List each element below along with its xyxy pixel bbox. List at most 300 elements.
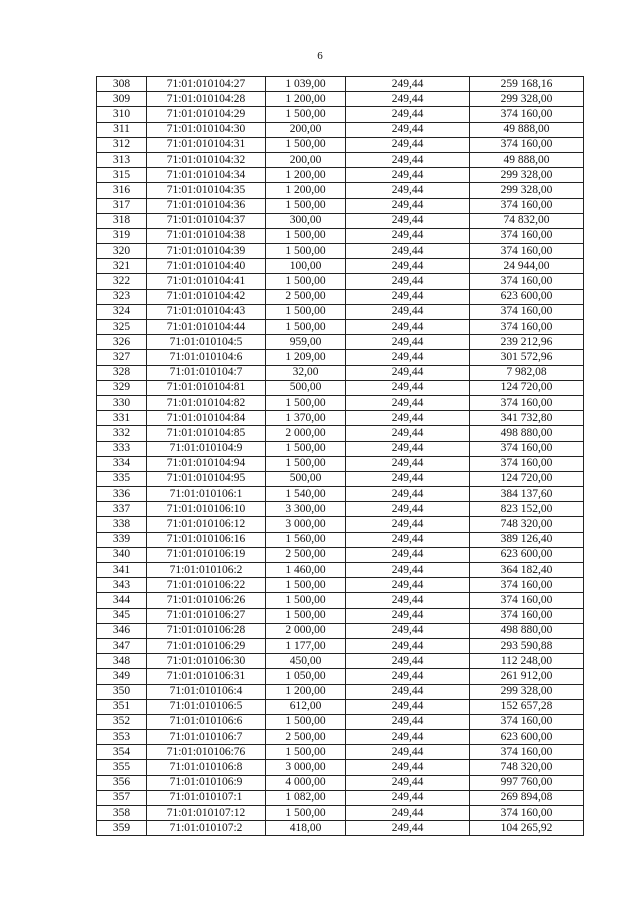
table-row [97,92,584,107]
rate-cell: 249,44 [346,426,470,441]
table-row [97,213,584,228]
value-cell: 7 982,08 [470,365,584,380]
area-cell: 500,00 [266,380,346,395]
value-cell: 374 160,00 [470,320,584,335]
value-cell: 74 832,00 [470,213,584,228]
value-cell: 152 657,28 [470,699,584,714]
row-number-cell: 351 [97,699,147,714]
row-number-cell: 316 [97,183,147,198]
cadastral-number-cell: 71:01:010106:2 [147,563,266,578]
cadastral-number-cell: 71:01:010104:7 [147,365,266,380]
value-cell: 374 160,00 [470,745,584,760]
rate-cell: 249,44 [346,623,470,638]
rate-cell: 249,44 [346,335,470,350]
cadastral-number-cell: 71:01:010106:31 [147,669,266,684]
value-cell: 374 160,00 [470,137,584,152]
table-row [97,471,584,486]
cadastral-number-cell: 71:01:010104:39 [147,244,266,259]
table-row [97,137,584,152]
row-number-cell: 337 [97,502,147,517]
value-cell: 374 160,00 [470,593,584,608]
table-row [97,654,584,669]
value-cell: 299 328,00 [470,684,584,699]
cadastral-number-cell: 71:01:010107:1 [147,790,266,805]
table-row [97,699,584,714]
table-row [97,790,584,805]
rate-cell: 249,44 [346,92,470,107]
table-row [97,304,584,319]
rate-cell: 249,44 [346,456,470,471]
area-cell: 1 460,00 [266,563,346,578]
area-cell: 1 500,00 [266,274,346,289]
area-cell: 1 500,00 [266,456,346,471]
row-number-cell: 308 [97,77,147,92]
area-cell: 500,00 [266,471,346,486]
area-cell: 1 500,00 [266,441,346,456]
rate-cell: 249,44 [346,228,470,243]
table-row [97,487,584,502]
row-number-cell: 331 [97,411,147,426]
table-row [97,289,584,304]
area-cell: 1 050,00 [266,669,346,684]
cadastral-number-cell: 71:01:010104:37 [147,213,266,228]
row-number-cell: 355 [97,760,147,775]
value-cell: 239 212,96 [470,335,584,350]
row-number-cell: 343 [97,578,147,593]
value-cell: 623 600,00 [470,730,584,745]
cadastral-number-cell: 71:01:010107:12 [147,806,266,821]
row-number-cell: 310 [97,107,147,122]
value-cell: 104 265,92 [470,821,584,836]
table-row [97,730,584,745]
table-row [97,168,584,183]
value-cell: 623 600,00 [470,547,584,562]
value-cell: 299 328,00 [470,168,584,183]
table-row [97,183,584,198]
row-number-cell: 318 [97,213,147,228]
area-cell: 450,00 [266,654,346,669]
cadastral-number-cell: 71:01:010104:30 [147,122,266,137]
area-cell: 1 082,00 [266,790,346,805]
row-number-cell: 339 [97,532,147,547]
rate-cell: 249,44 [346,320,470,335]
table-row [97,228,584,243]
row-number-cell: 312 [97,137,147,152]
rate-cell: 249,44 [346,669,470,684]
value-cell: 997 760,00 [470,775,584,790]
cadastral-number-cell: 71:01:010106:22 [147,578,266,593]
table-row [97,259,584,274]
rate-cell: 249,44 [346,259,470,274]
row-number-cell: 346 [97,623,147,638]
rate-cell: 249,44 [346,122,470,137]
rate-cell: 249,44 [346,760,470,775]
row-number-cell: 321 [97,259,147,274]
value-cell: 374 160,00 [470,608,584,623]
area-cell: 2 000,00 [266,426,346,441]
area-cell: 1 500,00 [266,593,346,608]
table-row [97,502,584,517]
cadastral-number-cell: 71:01:010106:10 [147,502,266,517]
area-cell: 1 500,00 [266,198,346,213]
row-number-cell: 345 [97,608,147,623]
table-row [97,380,584,395]
row-number-cell: 336 [97,487,147,502]
value-cell: 374 160,00 [470,198,584,213]
rate-cell: 249,44 [346,380,470,395]
table-row [97,198,584,213]
rate-cell: 249,44 [346,563,470,578]
value-cell: 374 160,00 [470,441,584,456]
cadastral-number-cell: 71:01:010104:35 [147,183,266,198]
row-number-cell: 340 [97,547,147,562]
rate-cell: 249,44 [346,578,470,593]
row-number-cell: 328 [97,365,147,380]
cadastral-number-cell: 71:01:010104:85 [147,426,266,441]
page-number: 6 [317,50,323,62]
cadastral-number-cell: 71:01:010104:31 [147,137,266,152]
area-cell: 2 500,00 [266,730,346,745]
cadastral-number-cell: 71:01:010106:30 [147,654,266,669]
row-number-cell: 356 [97,775,147,790]
value-cell: 49 888,00 [470,122,584,137]
cadastral-number-cell: 71:01:010104:84 [147,411,266,426]
cadastral-number-cell: 71:01:010106:19 [147,547,266,562]
table-row [97,456,584,471]
area-cell: 1 200,00 [266,168,346,183]
row-number-cell: 357 [97,790,147,805]
value-cell: 384 137,60 [470,487,584,502]
row-number-cell: 323 [97,289,147,304]
rate-cell: 249,44 [346,806,470,821]
area-cell: 959,00 [266,335,346,350]
row-number-cell: 320 [97,244,147,259]
rate-cell: 249,44 [346,745,470,760]
table-row [97,122,584,137]
cadastral-number-cell: 71:01:010106:28 [147,623,266,638]
row-number-cell: 353 [97,730,147,745]
value-cell: 374 160,00 [470,274,584,289]
table-row [97,806,584,821]
row-number-cell: 335 [97,471,147,486]
cadastral-number-cell: 71:01:010106:12 [147,517,266,532]
value-cell: 748 320,00 [470,517,584,532]
cadastral-number-cell: 71:01:010106:16 [147,532,266,547]
value-cell: 374 160,00 [470,228,584,243]
cadastral-number-cell: 71:01:010106:1 [147,487,266,502]
table-row [97,638,584,653]
table-row [97,152,584,167]
row-number-cell: 352 [97,714,147,729]
value-cell: 374 160,00 [470,456,584,471]
rate-cell: 249,44 [346,289,470,304]
value-cell: 374 160,00 [470,107,584,122]
value-cell: 823 152,00 [470,502,584,517]
cadastral-number-cell: 71:01:010106:76 [147,745,266,760]
table-row [97,335,584,350]
rate-cell: 249,44 [346,137,470,152]
value-cell: 269 894,08 [470,790,584,805]
rate-cell: 249,44 [346,168,470,183]
rate-cell: 249,44 [346,350,470,365]
rate-cell: 249,44 [346,77,470,92]
value-cell: 364 182,40 [470,563,584,578]
rate-cell: 249,44 [346,304,470,319]
value-cell: 498 880,00 [470,623,584,638]
value-cell: 124 720,00 [470,380,584,395]
rate-cell: 249,44 [346,365,470,380]
rate-cell: 249,44 [346,152,470,167]
rate-cell: 249,44 [346,487,470,502]
value-cell: 341 732,80 [470,411,584,426]
table-row [97,593,584,608]
area-cell: 3 000,00 [266,517,346,532]
row-number-cell: 344 [97,593,147,608]
table-row [97,441,584,456]
row-number-cell: 319 [97,228,147,243]
area-cell: 4 000,00 [266,775,346,790]
value-cell: 389 126,40 [470,532,584,547]
rate-cell: 249,44 [346,790,470,805]
rate-cell: 249,44 [346,684,470,699]
table-row [97,745,584,760]
cadastral-number-cell: 71:01:010104:27 [147,77,266,92]
rate-cell: 249,44 [346,714,470,729]
rate-cell: 249,44 [346,821,470,836]
table-row [97,77,584,92]
area-cell: 1 500,00 [266,228,346,243]
row-number-cell: 333 [97,441,147,456]
table-row [97,532,584,547]
table-row [97,578,584,593]
area-cell: 1 500,00 [266,714,346,729]
cadastral-number-cell: 71:01:010106:7 [147,730,266,745]
cadastral-number-cell: 71:01:010104:5 [147,335,266,350]
value-cell: 299 328,00 [470,183,584,198]
rate-cell: 249,44 [346,274,470,289]
area-cell: 1 209,00 [266,350,346,365]
row-number-cell: 324 [97,304,147,319]
rate-cell: 249,44 [346,532,470,547]
cadastral-number-cell: 71:01:010104:43 [147,304,266,319]
value-cell: 498 880,00 [470,426,584,441]
area-cell: 1 540,00 [266,487,346,502]
row-number-cell: 315 [97,168,147,183]
rate-cell: 249,44 [346,411,470,426]
value-cell: 293 590,88 [470,638,584,653]
area-cell: 2 500,00 [266,289,346,304]
row-number-cell: 358 [97,806,147,821]
cadastral-number-cell: 71:01:010104:42 [147,289,266,304]
value-cell: 748 320,00 [470,760,584,775]
table-body [97,77,584,836]
rate-cell: 249,44 [346,183,470,198]
table-row [97,547,584,562]
area-cell: 1 177,00 [266,638,346,653]
row-number-cell: 359 [97,821,147,836]
table-row [97,684,584,699]
cadastral-number-cell: 71:01:010106:9 [147,775,266,790]
table-row [97,365,584,380]
cadastral-number-cell: 71:01:010106:26 [147,593,266,608]
row-number-cell: 322 [97,274,147,289]
value-cell: 112 248,00 [470,654,584,669]
cadastral-number-cell: 71:01:010104:36 [147,198,266,213]
row-number-cell: 309 [97,92,147,107]
row-number-cell: 326 [97,335,147,350]
value-cell: 374 160,00 [470,806,584,821]
cadastral-number-cell: 71:01:010104:34 [147,168,266,183]
area-cell: 1 500,00 [266,304,346,319]
area-cell: 1 500,00 [266,578,346,593]
area-cell: 418,00 [266,821,346,836]
area-cell: 200,00 [266,152,346,167]
table-row [97,714,584,729]
rate-cell: 249,44 [346,593,470,608]
row-number-cell: 354 [97,745,147,760]
area-cell: 1 370,00 [266,411,346,426]
cadastral-number-cell: 71:01:010104:82 [147,395,266,410]
value-cell: 259 168,16 [470,77,584,92]
cadastral-number-cell: 71:01:010104:9 [147,441,266,456]
rate-cell: 249,44 [346,517,470,532]
land-parcel-table [96,76,584,836]
value-cell: 24 944,00 [470,259,584,274]
cadastral-number-cell: 71:01:010104:29 [147,107,266,122]
value-cell: 374 160,00 [470,395,584,410]
rate-cell: 249,44 [346,547,470,562]
rate-cell: 249,44 [346,441,470,456]
value-cell: 374 160,00 [470,244,584,259]
table-row [97,669,584,684]
row-number-cell: 325 [97,320,147,335]
cadastral-number-cell: 71:01:010106:29 [147,638,266,653]
value-cell: 374 160,00 [470,714,584,729]
area-cell: 1 200,00 [266,684,346,699]
row-number-cell: 311 [97,122,147,137]
area-cell: 3 000,00 [266,760,346,775]
table-row [97,107,584,122]
table-row [97,821,584,836]
value-cell: 374 160,00 [470,578,584,593]
cadastral-number-cell: 71:01:010106:8 [147,760,266,775]
cadastral-number-cell: 71:01:010104:28 [147,92,266,107]
rate-cell: 249,44 [346,213,470,228]
rate-cell: 249,44 [346,654,470,669]
value-cell: 301 572,96 [470,350,584,365]
row-number-cell: 334 [97,456,147,471]
area-cell: 1 200,00 [266,92,346,107]
rate-cell: 249,44 [346,471,470,486]
cadastral-number-cell: 71:01:010106:4 [147,684,266,699]
cadastral-number-cell: 71:01:010106:6 [147,714,266,729]
area-cell: 1 500,00 [266,107,346,122]
area-cell: 2 500,00 [266,547,346,562]
area-cell: 1 500,00 [266,745,346,760]
rate-cell: 249,44 [346,107,470,122]
row-number-cell: 317 [97,198,147,213]
row-number-cell: 327 [97,350,147,365]
cadastral-number-cell: 71:01:010104:32 [147,152,266,167]
table-row [97,608,584,623]
cadastral-number-cell: 71:01:010104:81 [147,380,266,395]
cadastral-number-cell: 71:01:010104:94 [147,456,266,471]
table-row [97,426,584,441]
cadastral-number-cell: 71:01:010106:5 [147,699,266,714]
area-cell: 32,00 [266,365,346,380]
row-number-cell: 350 [97,684,147,699]
table-row [97,775,584,790]
table-row [97,320,584,335]
area-cell: 1 500,00 [266,608,346,623]
rate-cell: 249,44 [346,244,470,259]
table-row [97,395,584,410]
area-cell: 1 560,00 [266,532,346,547]
rate-cell: 249,44 [346,730,470,745]
row-number-cell: 349 [97,669,147,684]
area-cell: 1 500,00 [266,320,346,335]
row-number-cell: 348 [97,654,147,669]
value-cell: 49 888,00 [470,152,584,167]
row-number-cell: 338 [97,517,147,532]
table-row [97,274,584,289]
table-row [97,563,584,578]
area-cell: 1 200,00 [266,183,346,198]
table-row [97,760,584,775]
cadastral-number-cell: 71:01:010106:27 [147,608,266,623]
row-number-cell: 332 [97,426,147,441]
table-row [97,411,584,426]
value-cell: 261 912,00 [470,669,584,684]
area-cell: 1 500,00 [266,137,346,152]
area-cell: 100,00 [266,259,346,274]
rate-cell: 249,44 [346,608,470,623]
row-number-cell: 330 [97,395,147,410]
rate-cell: 249,44 [346,775,470,790]
rate-cell: 249,44 [346,502,470,517]
table-row [97,623,584,638]
value-cell: 374 160,00 [470,304,584,319]
cadastral-number-cell: 71:01:010104:38 [147,228,266,243]
row-number-cell: 313 [97,152,147,167]
table-row [97,350,584,365]
area-cell: 3 300,00 [266,502,346,517]
table-row [97,244,584,259]
cadastral-number-cell: 71:01:010107:2 [147,821,266,836]
table-row [97,517,584,532]
cadastral-number-cell: 71:01:010104:6 [147,350,266,365]
row-number-cell: 347 [97,638,147,653]
area-cell: 1 500,00 [266,806,346,821]
value-cell: 124 720,00 [470,471,584,486]
area-cell: 300,00 [266,213,346,228]
cadastral-number-cell: 71:01:010104:44 [147,320,266,335]
value-cell: 623 600,00 [470,289,584,304]
area-cell: 612,00 [266,699,346,714]
cadastral-number-cell: 71:01:010104:95 [147,471,266,486]
cadastral-number-cell: 71:01:010104:40 [147,259,266,274]
value-cell: 299 328,00 [470,92,584,107]
area-cell: 1 500,00 [266,395,346,410]
area-cell: 1 039,00 [266,77,346,92]
rate-cell: 249,44 [346,198,470,213]
rate-cell: 249,44 [346,395,470,410]
row-number-cell: 329 [97,380,147,395]
area-cell: 1 500,00 [266,244,346,259]
rate-cell: 249,44 [346,638,470,653]
area-cell: 2 000,00 [266,623,346,638]
area-cell: 200,00 [266,122,346,137]
